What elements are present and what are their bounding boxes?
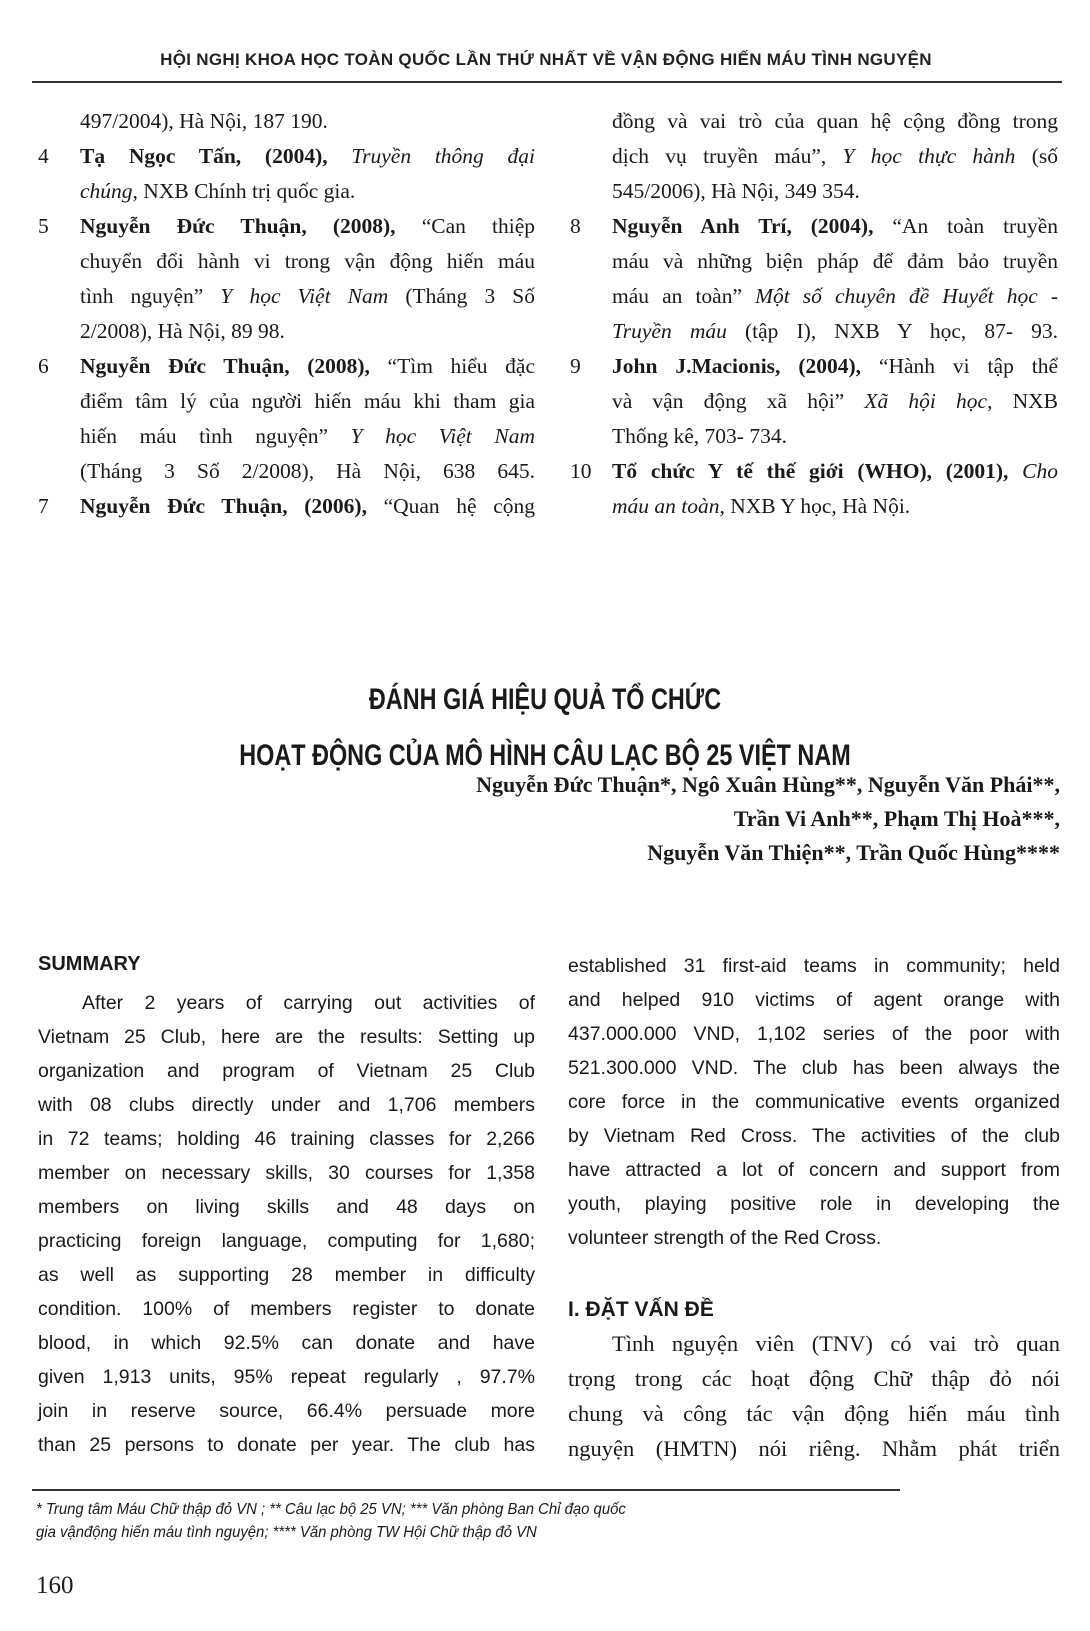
text-line: and helped 910 victims of agent orange with [568, 989, 1060, 1011]
reference-detail: “Can thiệp [421, 214, 535, 238]
reference-text [612, 139, 1058, 174]
reference-line [38, 419, 535, 454]
reference-line [570, 349, 1058, 384]
reference-text [612, 454, 1058, 489]
reference-number: 7 [38, 494, 49, 518]
reference-author: Tạ Ngọc Tấn, (2004), [80, 144, 352, 168]
section-heading: I. ĐẶT VẤN ĐỀ [568, 1298, 714, 1321]
text-line: have attracted a lot of concern and support from [568, 1159, 1060, 1181]
reference-line [38, 489, 535, 524]
reference-line [570, 279, 1058, 314]
reference-detail: (số [1015, 144, 1058, 168]
reference-line [38, 314, 535, 349]
footnote-line: * Trung tâm Máu Chữ thập đỏ VN ; ** Câu lạc bộ 25 VN; *** Văn phòng Ban Chỉ đạo quốc [36, 1501, 626, 1518]
reference-text [80, 104, 535, 139]
text-line: chung và công tác vận động hiến máu tình [568, 1401, 1060, 1426]
text-line: 521.300.000 VND. The club has been always the [568, 1057, 1060, 1079]
reference-detail: “Tìm hiểu đặc [387, 354, 535, 378]
reference-detail: điểm tâm lý của người hiến máu khi tham gia [80, 389, 535, 413]
reference-line [38, 209, 535, 244]
footnote [36, 1498, 896, 1544]
reference-line [570, 209, 1058, 244]
reference-detail: - [1037, 284, 1058, 308]
reference-source-title: Cho [1022, 459, 1058, 483]
reference-source-title: Y học thực hành [842, 144, 1016, 168]
references-right-column [570, 104, 1058, 524]
reference-detail: (Tháng 3 Số 2/2008), Hà Nội, 638 645. [80, 459, 535, 483]
reference-author: Nguyễn Đức Thuận, (2008), [80, 214, 422, 238]
reference-line [38, 244, 535, 279]
text-line: organization and program of Vietnam 25 Club [38, 1060, 535, 1082]
reference-text [80, 244, 535, 279]
text-line: practicing foreign language, computing for 1,680; [38, 1230, 535, 1252]
reference-number [38, 314, 80, 349]
reference-text [612, 314, 1058, 349]
reference-number: 6 [38, 354, 49, 378]
reference-text [80, 489, 535, 524]
author-list [476, 768, 1060, 870]
reference-number [38, 454, 80, 489]
reference-detail: (tập I), NXB Y học, 87- 93. [726, 319, 1058, 343]
reference-line [570, 139, 1058, 174]
reference-number [38, 104, 80, 139]
text-line: nguyện (HMTN) nói riêng. Nhằm phát triển [568, 1436, 1060, 1461]
text-line: 437.000.000 VND, 1,102 series of the poor with [568, 1023, 1060, 1045]
text-line: as well as supporting 28 member in difficulty [38, 1264, 535, 1286]
reference-author: Tổ chức Y tế thế giới (WHO), (2001), [612, 459, 1023, 483]
reference-number [570, 104, 612, 139]
reference-line [570, 489, 1058, 524]
reference-detail: “An toàn truyền [892, 214, 1059, 238]
reference-text [612, 419, 1058, 454]
reference-number [570, 489, 612, 524]
reference-source-title: Xã hội học [864, 389, 988, 413]
reference-text [80, 174, 535, 209]
text-line: Tình nguyện viên (TNV) có vai trò quan [612, 1331, 1060, 1356]
reference-number: 9 [570, 354, 581, 378]
reference-number [38, 174, 80, 209]
title-line: ĐÁNH GIÁ HIỆU QUẢ TỔ CHỨC [368, 683, 722, 716]
text-line: members on living skills and 48 days on [38, 1196, 535, 1218]
reference-text [80, 139, 535, 174]
reference-detail: “Quan hệ cộng [383, 494, 535, 518]
reference-detail: dịch vụ truyền máu”, [612, 144, 843, 168]
reference-number [570, 384, 612, 419]
reference-number: 5 [38, 214, 49, 238]
reference-number: 10 [570, 459, 592, 483]
reference-number [38, 419, 80, 454]
reference-text [80, 209, 535, 244]
text-line: core force in the communicative events organized [568, 1091, 1060, 1113]
reference-author: Nguyễn Đức Thuận, (2006), [80, 494, 384, 518]
text-line: established 31 first-aid teams in community; held [568, 955, 1060, 977]
reference-text [612, 174, 1058, 209]
reference-text [612, 489, 1058, 524]
reference-author: Nguyễn Anh Trí, (2004), [612, 214, 893, 238]
summary-heading: SUMMARY [38, 953, 141, 975]
reference-text [80, 454, 535, 489]
text-line: Vietnam 25 Club, here are the results: Setting up [38, 1026, 535, 1048]
text-line: member on necessary skills, 30 courses for 1,358 [38, 1162, 535, 1184]
text-line: with 08 clubs directly under and 1,706 members [38, 1094, 535, 1116]
reference-line [38, 104, 535, 139]
reference-number [38, 279, 80, 314]
header-rule [32, 81, 1062, 83]
reference-number [570, 314, 612, 349]
reference-detail: 497/2004), Hà Nội, 187 190. [80, 109, 328, 133]
reference-detail: chuyển đổi hành vi trong vận động hiến máu [80, 249, 535, 273]
reference-text [612, 349, 1058, 384]
reference-line [570, 314, 1058, 349]
reference-detail: (Tháng 3 Số [388, 284, 535, 308]
text-line: youth, playing positive role in developing the [568, 1193, 1060, 1215]
reference-author: John J.Macionis, (2004), [612, 354, 879, 378]
reference-text [80, 314, 535, 349]
reference-source-title: Truyền thông đại [351, 144, 536, 168]
reference-line [570, 244, 1058, 279]
reference-line [38, 174, 535, 209]
reference-detail: , NXB [987, 389, 1058, 413]
section-body [568, 1327, 1060, 1467]
reference-author: Nguyễn Đức Thuận, (2008), [80, 354, 388, 378]
page-number: 160 [36, 1572, 74, 1599]
reference-number [38, 384, 80, 419]
reference-detail: máu an toàn” [612, 284, 756, 308]
reference-number [570, 174, 612, 209]
reference-detail: 545/2006), Hà Nội, 349 354. [612, 179, 860, 203]
reference-number: 4 [38, 144, 49, 168]
text-line: than 25 persons to donate per year. The club has [38, 1434, 535, 1456]
reference-detail: Thống kê, 703- 734. [612, 424, 787, 448]
footnote-line: gia vậnđộng hiến máu tình nguyện; **** Văn phòng TW Hội Chữ thập đỏ VN [36, 1524, 537, 1541]
reference-text [612, 104, 1058, 139]
reference-text [612, 209, 1058, 244]
reference-source-title: Y học Việt Nam [350, 424, 535, 448]
text-line: volunteer strength of the Red Cross. [568, 1227, 882, 1249]
summary-text-continued [568, 949, 1060, 1255]
reference-line [38, 349, 535, 384]
reference-text [80, 419, 535, 454]
summary-right-column [568, 949, 1060, 1467]
text-line: by Vietnam Red Cross. The activities of the club [568, 1125, 1060, 1147]
reference-line [570, 419, 1058, 454]
reference-text [80, 349, 535, 384]
author-line: Nguyễn Đức Thuận*, Ngô Xuân Hùng**, Nguyễn Văn Phái**, [476, 772, 1060, 797]
reference-number [570, 279, 612, 314]
text-line: join in reserve source, 66.4% persuade more [38, 1400, 535, 1422]
reference-detail: và vận động xã hội” [612, 389, 865, 413]
author-line: Trần Vi Anh**, Phạm Thị Hoà***, [733, 806, 1060, 831]
footnote-rule [32, 1489, 900, 1491]
summary-text [38, 986, 535, 1462]
reference-detail: “Hành vi tập thể [878, 354, 1058, 378]
summary-left-column [38, 947, 535, 1462]
reference-detail: 2/2008), Hà Nội, 89 98. [80, 319, 285, 343]
reference-number [570, 419, 612, 454]
reference-line [570, 174, 1058, 209]
reference-line [570, 384, 1058, 419]
reference-line [38, 279, 535, 314]
reference-detail: tình nguyện” [80, 284, 221, 308]
reference-text [612, 279, 1058, 314]
reference-number [570, 139, 612, 174]
reference-detail: , NXB Y học, Hà Nội. [719, 494, 911, 518]
reference-number [38, 244, 80, 279]
reference-source-title: Một số chuyên đề Huyết học [755, 284, 1038, 308]
reference-line [38, 454, 535, 489]
reference-line [38, 139, 535, 174]
author-line: Nguyễn Văn Thiện**, Trần Quốc Hùng**** [647, 840, 1060, 865]
text-line: After 2 years of carrying out activities of [82, 992, 535, 1014]
reference-source-title: chúng [80, 179, 133, 203]
reference-text [612, 244, 1058, 279]
title-line: HOẠT ĐỘNG CỦA MÔ HÌNH CÂU LẠC BỘ 25 VIỆT NAM [239, 739, 851, 772]
text-line: trọng trong các hoạt động Chữ thập đỏ nói [568, 1366, 1060, 1391]
reference-line [570, 454, 1058, 489]
reference-detail: máu và những biện pháp để đảm bảo truyền [612, 249, 1058, 273]
reference-detail: đồng và vai trò của quan hệ cộng đồng trong [612, 109, 1058, 133]
text-line: in 72 teams; holding 46 training classes for 2,266 [38, 1128, 535, 1150]
reference-number: 8 [570, 214, 581, 238]
text-line: blood, in which 92.5% can donate and have [38, 1332, 535, 1354]
text-line: given 1,913 units, 95% repeat regularly , 97.7% [38, 1366, 535, 1388]
reference-line [570, 104, 1058, 139]
reference-number [570, 244, 612, 279]
reference-source-title: Y học Việt Nam [220, 284, 389, 308]
reference-source-title: Truyền máu [612, 319, 727, 343]
reference-text [612, 384, 1058, 419]
reference-line [38, 384, 535, 419]
reference-detail: hiến máu tình nguyện” [80, 424, 351, 448]
reference-detail: , NXB Chính trị quốc gia. [132, 179, 356, 203]
text-line: condition. 100% of members register to donate [38, 1298, 535, 1320]
reference-source-title: máu an toàn [612, 494, 720, 518]
references-left-column [38, 104, 535, 524]
running-header: HỘI NGHỊ KHOA HỌC TOÀN QUỐC LẦN THỨ NHẤT VỀ VẬN ĐỘNG HIẾN MÁU TÌNH NGUYỆN [160, 50, 932, 69]
reference-text [80, 279, 535, 314]
reference-text [80, 384, 535, 419]
